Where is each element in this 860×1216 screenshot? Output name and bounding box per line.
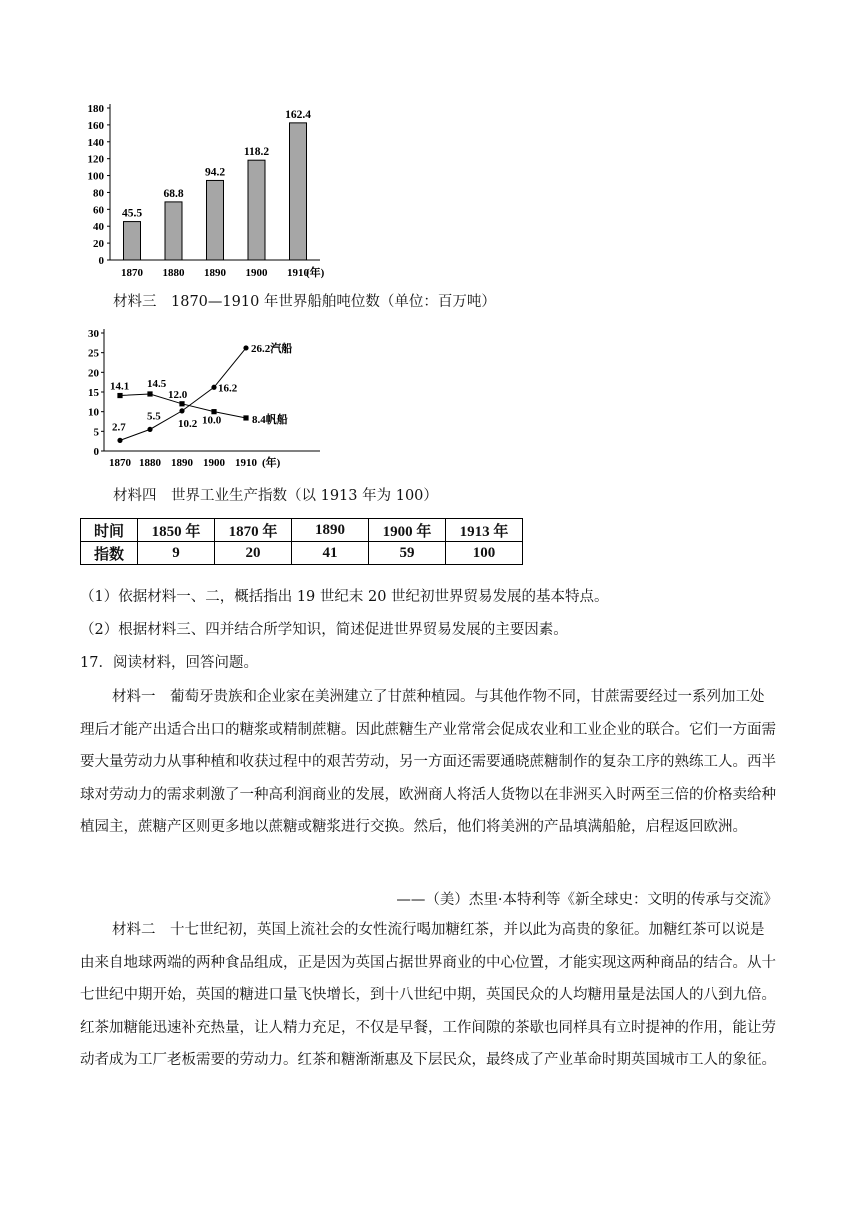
bar-value-label: 68.8 xyxy=(163,187,184,200)
table-cell-value: 100 xyxy=(446,542,523,565)
y-tick-label: 20 xyxy=(93,238,104,251)
material2-paragraph: 材料二 十七世纪初，英国上流社会的女性流行喝加糖红茶，并以此为高贵的象征。加糖红茶可以说是由来自地球两端的两种食品组成，正是因为英国占据世界商业的中心位置，才能实现这两种商品的结合。从十七世纪中期开始，英国的糖进口量飞快增长，到十八世纪中期，英国民众的人均糖用量是法国人的八到九倍。红茶加糖能迅速补充热量，让人精力充足，不仅是早餐，工作间隙的茶歇也同样具有立时提神的作用，能让劳动者成为工厂老板需要的劳动力。红茶和糖渐渐惠及下层民众，最终成了产业革命时期英国城市工人的象征。 xyxy=(80,922,776,1068)
data-label: 16.2 xyxy=(218,382,238,395)
table-row xyxy=(81,519,523,542)
industrial-index-table xyxy=(80,518,523,565)
table-cell-year: 1870 年 xyxy=(215,519,292,542)
data-point xyxy=(117,438,122,443)
x-tick-label: 1880 xyxy=(162,267,185,279)
bar xyxy=(248,160,265,260)
data-point xyxy=(211,385,216,390)
material1-paragraph: 材料一 葡萄牙贵族和企业家在美洲建立了甘蔗种植园。与其他作物不同，甘蔗需要经过一系列加工处理后才能产出适合出口的糖浆或精制蔗糖。因此蔗糖生产业常常会促成农业和工业企业的联合。它们一方面需要大量劳动力从事种植和收获过程中的艰苦劳动，另一方面还需要通晓蔗糖制作的复杂工序的熟练工人。西半球对劳动力的需求刺激了一种高利润商业的发展，欧洲商人将活人货物以在非洲买入时两至三倍的价格卖给种植园主，蔗糖产区则更多地以蔗糖或糖浆进行交换。然后，他们将美洲的产品填满船舱，启程返回欧洲。 xyxy=(80,689,776,835)
bar xyxy=(290,123,307,260)
y-tick-label: 160 xyxy=(87,119,104,132)
y-tick-label: 120 xyxy=(87,153,104,166)
x-tick-label: 1910 xyxy=(287,267,309,279)
y-tick-label: 10 xyxy=(88,406,99,419)
x-tick-label: 1910 xyxy=(235,457,257,469)
question-1: （1）依据材料一、二，概括指出 19 世纪末 20 世纪初世界贸易发展的基本特点。 xyxy=(80,589,609,605)
x-tick-label: 1890 xyxy=(204,267,226,279)
data-point xyxy=(243,345,248,350)
y-tick-label: 30 xyxy=(88,328,99,340)
y-tick-label: 180 xyxy=(87,103,104,115)
data-label: 8.4帆船 xyxy=(252,413,288,426)
table-cell-year: 1900 年 xyxy=(369,519,446,542)
bar-value-label: 45.5 xyxy=(121,207,143,220)
table-header-time: 时间 xyxy=(81,519,138,542)
bar-value-label: 162.4 xyxy=(285,108,311,121)
table-cell-value: 59 xyxy=(369,542,446,565)
table-cell-year: 1913 年 xyxy=(446,519,523,542)
data-point xyxy=(147,427,152,432)
series-name-label: 帆船 xyxy=(265,413,288,426)
data-point xyxy=(117,393,122,398)
x-tick-label: 1870 xyxy=(121,267,143,279)
data-label: 12.0 xyxy=(168,388,188,401)
y-tick-label: 40 xyxy=(93,221,104,234)
x-tick-label: 1890 xyxy=(171,457,193,469)
series-name-label: 汽船 xyxy=(270,342,293,355)
question-17-heading: 17．阅读材料，回答问题。 xyxy=(80,655,258,671)
data-point xyxy=(243,415,248,420)
table-cell-value: 9 xyxy=(138,542,215,565)
y-tick-label: 80 xyxy=(93,187,104,200)
table-cell-year: 1850 年 xyxy=(138,519,215,542)
table-cell-value: 41 xyxy=(292,542,369,565)
y-tick-label: 25 xyxy=(88,347,99,360)
y-tick-label: 0 xyxy=(98,255,104,267)
data-label: 10.2 xyxy=(178,417,198,430)
data-label: 26.2汽船 xyxy=(251,342,293,355)
x-tick-label: 1880 xyxy=(139,457,161,469)
data-label: 10.0 xyxy=(202,414,222,427)
y-tick-label: 140 xyxy=(87,136,104,149)
material4-caption: 材料四 世界工业生产指数（以 1913 年为 100） xyxy=(113,488,438,504)
y-tick-label: 15 xyxy=(88,387,99,399)
x-unit-label: (年) xyxy=(306,267,325,279)
data-label: 14.1 xyxy=(110,380,130,393)
y-tick-label: 5 xyxy=(93,426,99,439)
data-point xyxy=(147,391,152,396)
data-label: 2.7 xyxy=(112,421,126,434)
data-point xyxy=(211,409,216,414)
x-tick-label: 1900 xyxy=(245,267,268,279)
data-point xyxy=(179,408,184,413)
question-2: （2）根据材料三、四并结合所学知识，简述促进世界贸易发展的主要因素。 xyxy=(80,622,568,638)
bar-value-label: 118.2 xyxy=(243,146,270,159)
y-tick-label: 100 xyxy=(87,170,104,183)
data-label: 14.5 xyxy=(147,377,167,390)
bar-value-label: 94.2 xyxy=(204,166,226,179)
bar xyxy=(207,180,224,260)
table-cell-value: 20 xyxy=(215,542,292,565)
ship-type-line-chart xyxy=(80,322,380,472)
data-point xyxy=(179,401,184,406)
bar xyxy=(124,222,141,260)
table-cell-year: 1890 xyxy=(292,519,369,542)
tonnage-bar-chart xyxy=(80,100,380,285)
material1-source: ——（美）杰里·本特利等《新全球史：文明的传承与交流》 xyxy=(396,892,778,908)
y-tick-label: 60 xyxy=(93,204,104,217)
x-unit-label: (年) xyxy=(262,457,281,469)
x-tick-label: 1900 xyxy=(203,457,225,469)
material3-caption: 材料三 1870—1910 年世界船舶吨位数（单位：百万吨） xyxy=(113,294,496,310)
data-label: 5.5 xyxy=(147,410,161,423)
bar xyxy=(165,202,182,260)
x-tick-label: 1870 xyxy=(109,457,131,469)
y-tick-label: 0 xyxy=(93,446,99,458)
table-row xyxy=(81,542,523,565)
y-tick-label: 20 xyxy=(88,367,99,380)
table-header-index: 指数 xyxy=(81,542,138,565)
